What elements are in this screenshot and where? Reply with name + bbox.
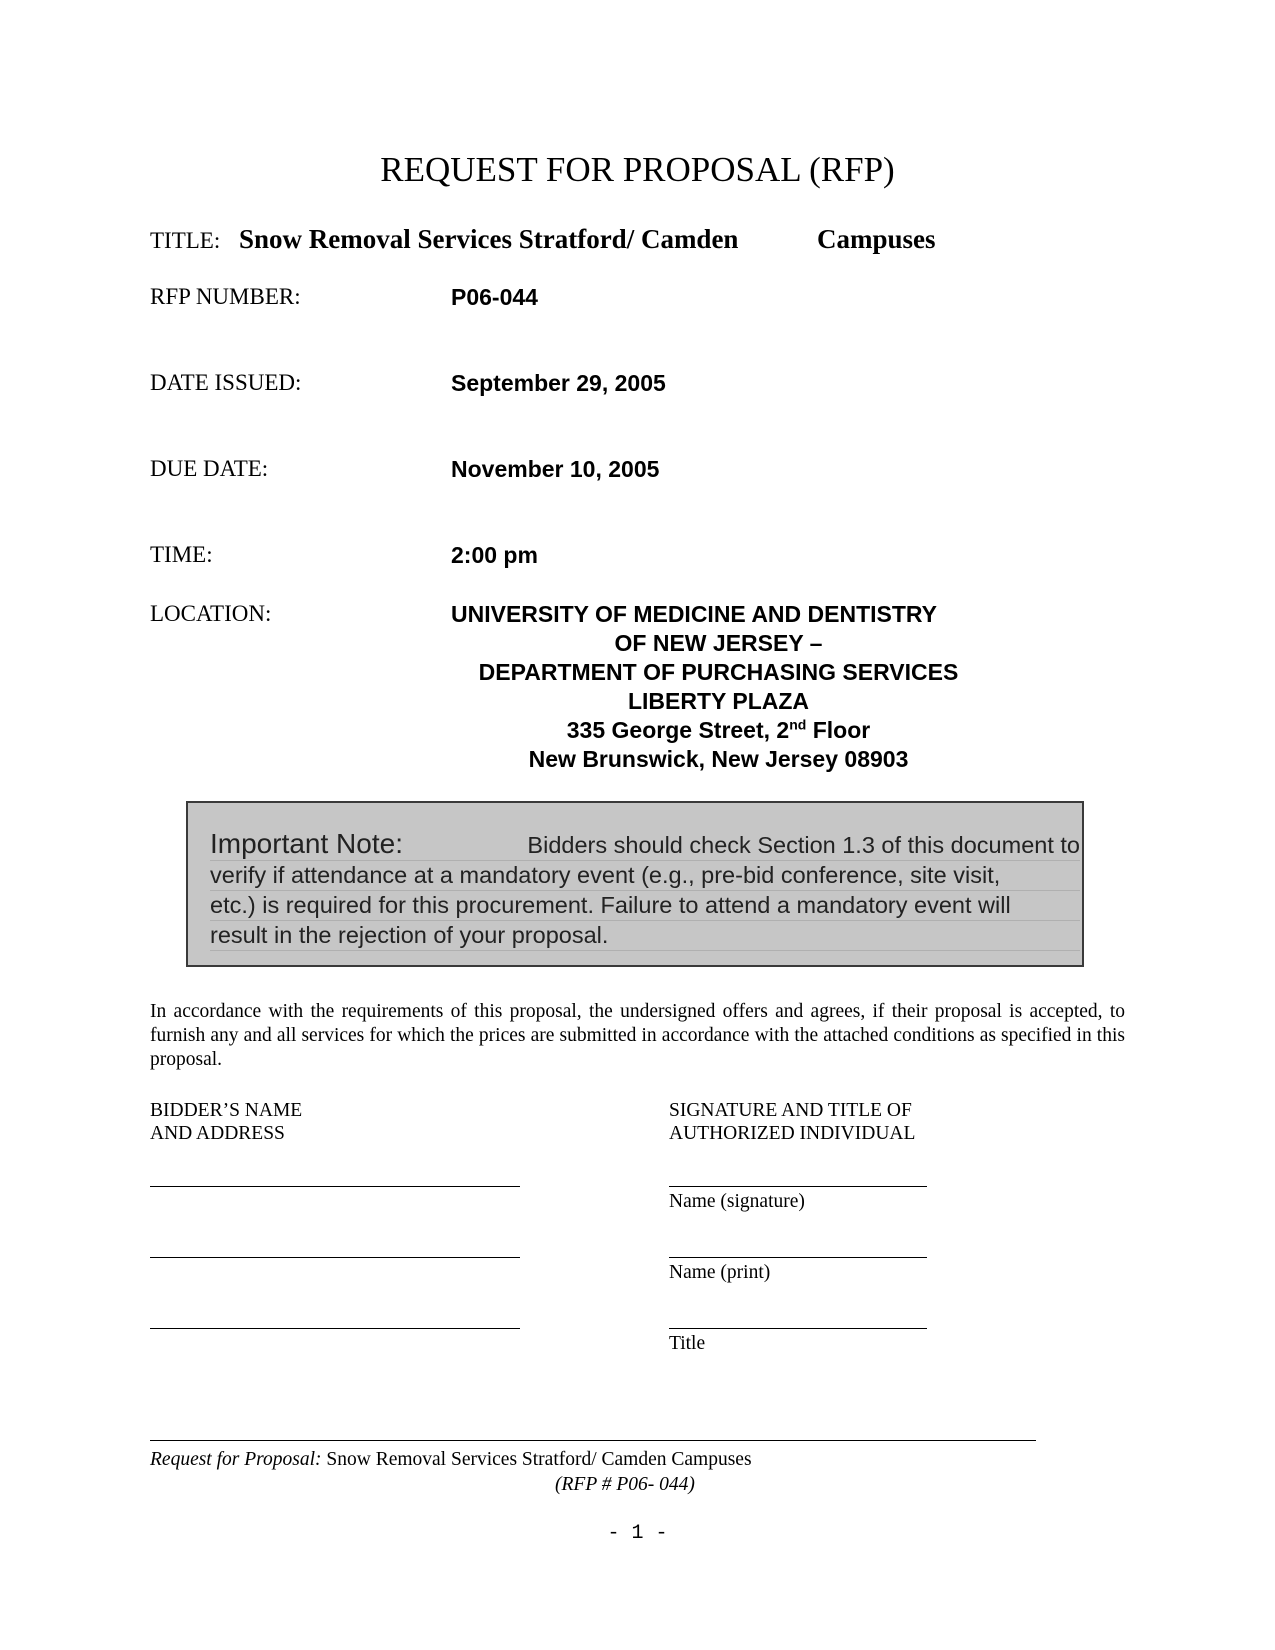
title-line[interactable]	[669, 1328, 927, 1329]
street-text: 335 George Street, 2	[566, 717, 790, 743]
footer-text	[150, 1448, 752, 1472]
note-line-text: Bidders should check Section 1.3 of this document to	[527, 832, 1080, 858]
note-label: Important Note:	[210, 828, 403, 859]
date-issued-value: September 29, 2005	[451, 370, 666, 396]
rfp-number-label: RFP NUMBER:	[150, 284, 301, 309]
signature-line[interactable]	[669, 1186, 927, 1187]
page-number: - 1 -	[607, 1522, 668, 1545]
location-line: OF NEW JERSEY –	[614, 630, 823, 656]
rfp-number-value: P06-044	[451, 284, 538, 310]
footer-title: Snow Removal Services Stratford/ Camden Campuses	[321, 1449, 752, 1470]
footer-label: Request for Proposal:	[150, 1449, 322, 1470]
bidder-line[interactable]	[150, 1186, 520, 1187]
note-line: result in the rejection of your proposal.	[210, 921, 1080, 951]
title-caption: Title	[669, 1333, 706, 1354]
location-address	[451, 600, 986, 774]
bidder-line[interactable]	[150, 1328, 520, 1329]
location-street	[451, 716, 986, 745]
authorized-individual-label: AUTHORIZED INDIVIDUAL	[669, 1123, 916, 1144]
due-date-label: DUE DATE:	[150, 456, 269, 481]
important-note-text	[210, 829, 1080, 951]
location-line: UNIVERSITY OF MEDICINE AND DENTISTRY	[451, 601, 938, 627]
title-label: TITLE:	[150, 228, 221, 253]
note-line: verify if attendance at a mandatory event (e.g., pre-bid conference, site visit,	[210, 861, 1080, 891]
due-date-value: November 10, 2005	[451, 456, 660, 482]
document-heading: REQUEST FOR PROPOSAL (RFP)	[380, 150, 895, 189]
title-value: Snow Removal Services Stratford/ Camden	[239, 224, 739, 254]
location-line: LIBERTY PLAZA	[627, 688, 810, 714]
bidder-name-label: BIDDER’S NAME	[150, 1100, 303, 1121]
agreement-paragraph: In accordance with the requirements of this proposal, the undersigned offers and agrees, if their proposal is accepted, to furnish any and all services for which the prices are submitted in accordance with the attached conditions as specified in this proposal.	[150, 1001, 1125, 1070]
print-name-line[interactable]	[669, 1257, 927, 1258]
name-signature-caption: Name (signature)	[669, 1191, 805, 1212]
street-floor: Floor	[806, 717, 871, 743]
note-line: etc.) is required for this procurement. Failure to attend a mandatory event will	[210, 891, 1080, 921]
location-label: LOCATION:	[150, 601, 272, 626]
location-line: DEPARTMENT OF PURCHASING SERVICES	[478, 659, 959, 685]
ordinal-suffix: nd	[789, 716, 807, 733]
note-line	[210, 829, 1080, 861]
important-note-box	[186, 801, 1084, 967]
time-value: 2:00 pm	[451, 542, 538, 568]
footer-rfp-ref: (RFP # P06- 044)	[555, 1474, 695, 1495]
location-city: New Brunswick, New Jersey 08903	[528, 746, 909, 772]
bidder-address-label: AND ADDRESS	[150, 1123, 285, 1144]
date-issued-label: DATE ISSUED:	[150, 370, 302, 395]
name-print-caption: Name (print)	[669, 1262, 771, 1283]
title-value-campuses: Campuses	[817, 224, 936, 254]
bidder-line[interactable]	[150, 1257, 520, 1258]
time-label: TIME:	[150, 542, 213, 567]
footer-divider	[150, 1440, 1036, 1441]
authorized-label: SIGNATURE AND TITLE OF	[669, 1100, 912, 1121]
